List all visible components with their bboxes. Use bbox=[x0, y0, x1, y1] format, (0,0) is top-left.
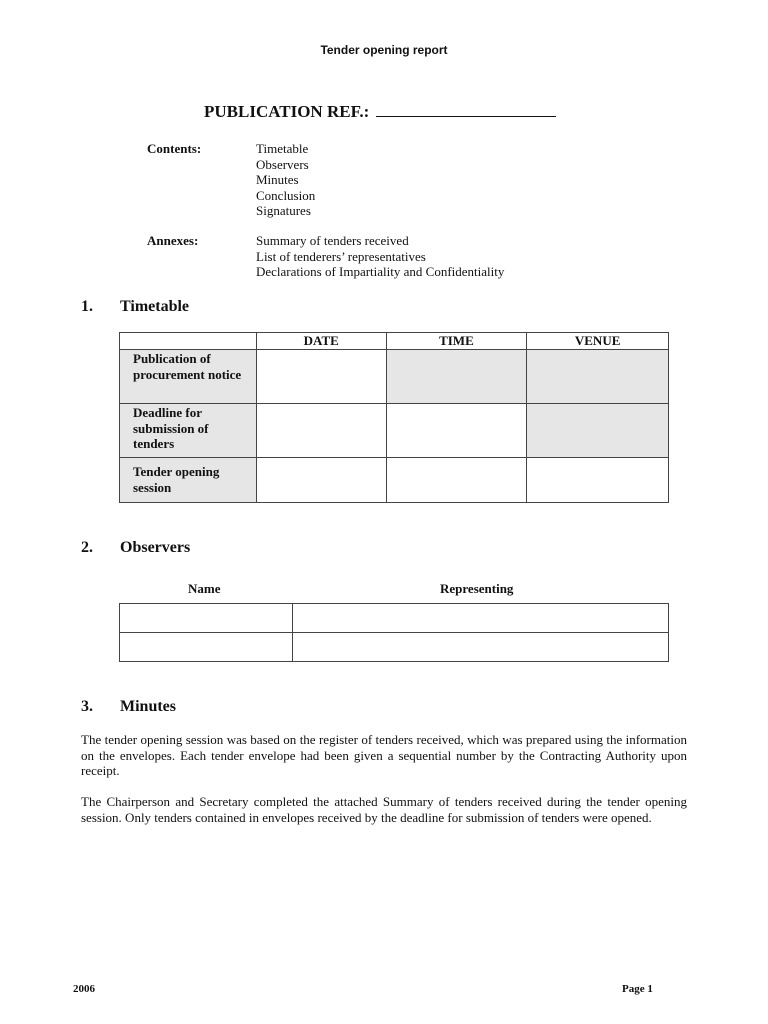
publication-ref-label: PUBLICATION REF.: bbox=[204, 102, 370, 121]
list-item: Conclusion bbox=[256, 187, 316, 203]
report-title: Tender opening report bbox=[320, 43, 448, 57]
contents-label: Contents: bbox=[147, 141, 202, 156]
footer-page-number: Page 1 bbox=[622, 983, 653, 995]
annexes-list bbox=[256, 233, 504, 280]
observer-name-cell[interactable] bbox=[120, 604, 293, 633]
column-header-date: DATE bbox=[256, 333, 386, 350]
table-row bbox=[120, 333, 669, 350]
publication-date-cell[interactable] bbox=[256, 350, 386, 404]
table-row bbox=[120, 404, 669, 458]
opening-time-cell[interactable] bbox=[386, 458, 527, 503]
table-row bbox=[120, 633, 669, 662]
deadline-date-cell[interactable] bbox=[256, 404, 386, 458]
deadline-time-cell[interactable] bbox=[386, 404, 527, 458]
minutes-paragraph-1: The tender opening session was based on the register of tenders received, which was prepared using the information on the envelopes. Each tender envelope had been given a sequential number by the Contracting Authority upon receipt. bbox=[81, 732, 687, 778]
section-timetable-heading: 1. Timetable bbox=[81, 298, 190, 315]
column-header-time: TIME bbox=[386, 333, 527, 350]
section-minutes-heading: 3. Minutes bbox=[81, 698, 176, 715]
observer-name-cell[interactable] bbox=[120, 633, 293, 662]
list-item: Timetable bbox=[256, 141, 309, 156]
table-row bbox=[120, 458, 669, 503]
footer-year: 2006 bbox=[73, 983, 95, 995]
observers-name-label: Name bbox=[188, 581, 221, 596]
observer-representing-cell[interactable] bbox=[292, 633, 668, 662]
publication-ref-blank[interactable] bbox=[376, 102, 556, 117]
table-row bbox=[120, 604, 669, 633]
row-header-opening-session: Tender opening session bbox=[120, 458, 257, 503]
publication-time-cell[interactable] bbox=[386, 350, 527, 404]
column-header-venue: VENUE bbox=[527, 333, 669, 350]
list-item: Declarations of Impartiality and Confidentiality bbox=[256, 264, 505, 279]
contents-list bbox=[256, 141, 315, 219]
observers-table bbox=[119, 603, 669, 662]
row-header-publication: Publication of procurement notice bbox=[120, 350, 257, 404]
timetable-table bbox=[119, 332, 669, 503]
annexes-label: Annexes: bbox=[147, 233, 199, 248]
opening-venue-cell[interactable] bbox=[527, 458, 669, 503]
list-item: Signatures bbox=[256, 203, 311, 218]
observers-representing-label: Representing bbox=[440, 581, 514, 596]
list-item: Summary of tenders received bbox=[256, 233, 409, 248]
list-item: Minutes bbox=[256, 172, 299, 187]
observer-representing-cell[interactable] bbox=[292, 604, 668, 633]
list-item: List of tenderers’ representatives bbox=[256, 248, 426, 264]
corner-cell bbox=[120, 333, 257, 350]
minutes-paragraph-2: The Chairperson and Secretary completed the attached Summary of tenders received during the tender opening session. Only tenders contained in envelopes received by the deadline for submission of tenders were opened. bbox=[81, 794, 687, 825]
list-item: Observers bbox=[256, 156, 309, 172]
publication-ref bbox=[204, 102, 556, 122]
opening-date-cell[interactable] bbox=[256, 458, 386, 503]
table-row bbox=[120, 350, 669, 404]
row-header-deadline: Deadline for submission of tenders bbox=[120, 404, 257, 458]
section-observers-heading: 2. Observers bbox=[81, 539, 191, 556]
deadline-venue-cell[interactable] bbox=[527, 404, 669, 458]
publication-venue-cell[interactable] bbox=[527, 350, 669, 404]
